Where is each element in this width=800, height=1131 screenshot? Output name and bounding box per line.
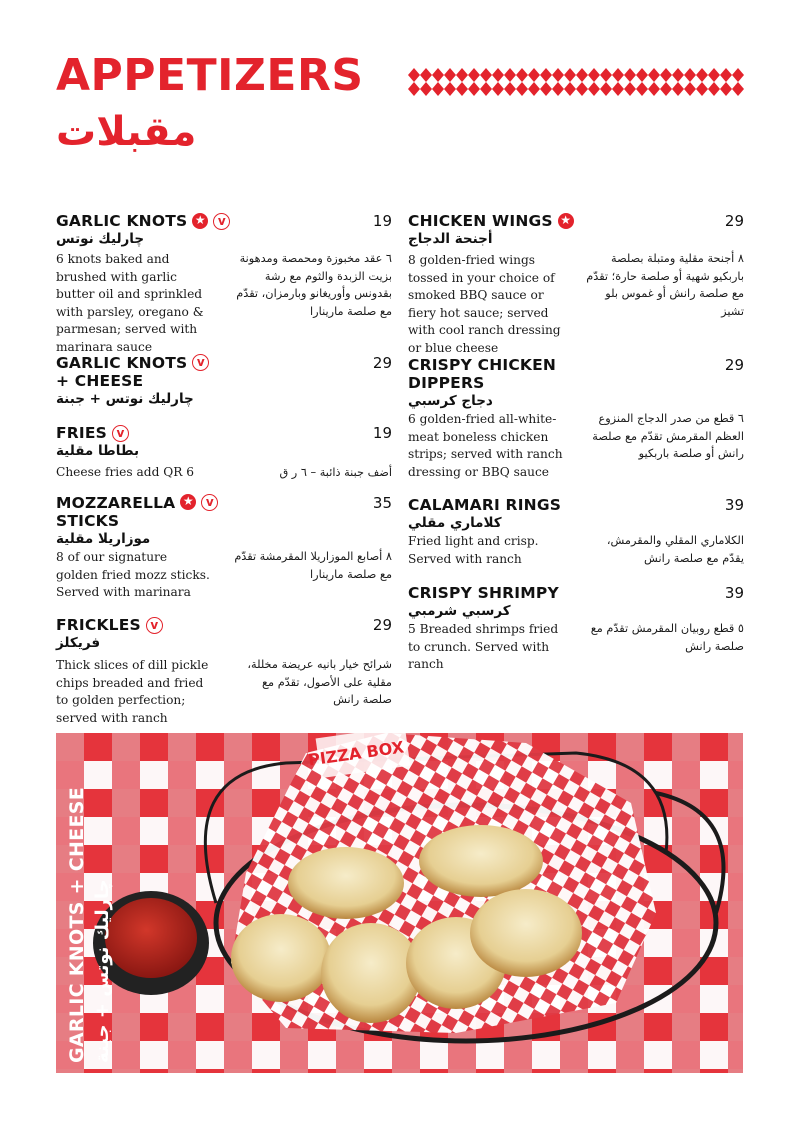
menu-item-frickles [56,616,392,732]
photo-illustration [56,733,743,1073]
item-description: 6 knots baked and brushed with garlic butter oil and sprinkled with parsley, oregano & parmesan; served with marinara sauce [56,252,204,354]
diamond-shape [588,82,600,96]
diamond-shape [456,82,468,96]
item-price: 29 [724,212,744,230]
menu-item-calamari-rings [408,496,744,572]
diamond-shape [612,68,624,82]
diamond-shape [552,82,564,96]
star-icon [180,494,196,510]
menu-item-crispy-chicken-dippers [408,356,744,486]
diamond-shape [600,68,612,82]
diamond-shape [456,68,468,82]
vegetarian-icon [213,213,230,230]
diamond-shape [672,82,684,96]
diamond-shape [540,68,552,82]
item-name-arabic: كرسبي شرمبي [408,603,511,619]
page-title: APPETIZERS [56,50,364,101]
diamond-shape [432,82,444,96]
item-name-arabic: أجنحة الدجاج [408,231,493,247]
menu-item-garlic-knots [56,212,392,354]
diamond-shape [648,82,660,96]
star-icon [558,213,574,229]
diamond-shape [516,82,528,96]
vegetarian-icon [201,494,218,511]
item-description: 5 Breaded shrimps fried to crunch. Served with ranch [408,622,559,671]
diamond-shape [684,68,696,82]
diamond-shape [588,68,600,82]
diamond-shape [408,68,420,82]
diamond-shape [564,82,576,96]
item-price: 19 [372,424,392,442]
diamond-shape [732,68,744,82]
item-name: GARLIC KNOTS [56,212,188,230]
item-description-arabic: ٦ قطع من صدر الدجاج المنزوع العظم المقرمش تقدّم مع صلصة رانش أو صلصة باربكيو [592,412,744,460]
page-title-arabic: مقبلات [56,109,197,155]
menu-item-fries [56,424,392,484]
diamond-shape [612,82,624,96]
item-name-arabic: چارليك نوتس [56,231,145,247]
diamond-shape [480,68,492,82]
diamond-shape [708,82,720,96]
diamond-shape [492,68,504,82]
item-price: 35 [372,494,392,512]
pizza-box-logo: PIZZA BOX [307,737,406,770]
item-name-arabic: فريكلز [56,635,101,651]
diamond-shape [444,68,456,82]
diamond-shape [720,68,732,82]
diamond-shape [696,82,708,96]
menu-item-garlic-knots-cheese [56,354,392,414]
menu-item-mozzarella-sticks [56,494,392,604]
diamond-shape [720,82,732,96]
diamond-shape [516,68,528,82]
item-name: FRIES [56,424,108,442]
diamond-shape [648,68,660,82]
diamond-shape [468,68,480,82]
photo-caption-arabic: چارليك نوتس + جبنة [92,879,113,1063]
item-description: 8 of our signature golden fried mozz sticks. Served with marinara [56,550,210,599]
diamond-shape [624,82,636,96]
diamond-shape [408,82,420,96]
diamond-shape [540,82,552,96]
diamond-shape [468,82,480,96]
vegetarian-icon [112,425,129,442]
item-description-arabic: ٨ أصابع الموزاريلا المقرمشة تقدّم مع صلصة مارينارا [234,550,392,581]
diamond-shape [420,68,432,82]
item-price: 39 [724,584,744,602]
item-description-arabic: أضف جبنة ذائبة – ٦ ر ق [279,466,392,479]
diamond-shape [420,82,432,96]
diamond-shape [660,68,672,82]
diamond-shape [672,68,684,82]
item-name-arabic: دجاج كرسبي [408,393,493,409]
diamond-shape [576,68,588,82]
diamond-shape [444,82,456,96]
item-price: 29 [372,616,392,634]
item-description-arabic: ٥ قطع روبيان المقرمش تقدّم مع صلصة رانش [590,622,744,653]
item-price: 29 [724,356,744,374]
diamond-shape [636,68,648,82]
item-description: 6 golden-fried all-white-meat boneless chicken strips; served with ranch dressing or BBQ sauce [408,412,563,479]
item-price: 39 [724,496,744,514]
item-name-arabic: موزاريلا مقلية [56,531,151,547]
diamond-shape [600,82,612,96]
menu-item-chicken-wings [408,212,744,355]
item-description: Fried light and crisp. Served with ranch [408,534,539,566]
item-name-arabic: كلاماري مقلي [408,515,502,531]
diamond-pattern-decoration [408,68,744,96]
menu-column-left [56,212,392,732]
diamond-shape [504,68,516,82]
diamond-shape [528,68,540,82]
diamond-shape [636,82,648,96]
item-name: CHICKEN WINGS [408,212,553,230]
diamond-shape [660,82,672,96]
item-description-arabic: الكلاماري المقلي والمقرمش، يقدّم مع صلصة رانش [606,534,744,565]
item-name: CALAMARI RINGS [408,496,562,514]
diamond-shape [624,68,636,82]
menu-item-crispy-shrimpy [408,584,744,671]
photo-caption-english: GARLIC KNOTS + CHEESE [66,786,88,1063]
diamond-shape [684,82,696,96]
item-name-arabic: بطاطا مقلية [56,443,140,459]
photo-caption [64,733,122,1063]
item-name: MOZZARELLA STICKS [56,494,176,530]
diamond-shape [492,82,504,96]
diamond-shape [504,82,516,96]
item-description-arabic: ٨ أجنحة مقلية ومتبلة بصلصة باربكيو شهية أو صلصة حارة؛ تقدّم مع صلصة رانش أو غموس بلو تشيز [586,252,744,318]
diamond-shape [732,82,744,96]
item-price: 19 [372,212,392,230]
diamond-shape [552,68,564,82]
diamond-shape [696,68,708,82]
item-name-arabic: چارليك نوتس + جبنة [56,391,194,407]
item-name: FRICKLES [56,616,141,634]
diamond-shape [480,82,492,96]
item-price: 29 [372,354,392,372]
item-description: Thick slices of dill pickle chips breaded and fried to golden perfection; served with ranch [56,658,209,725]
diamond-shape [432,68,444,82]
item-name: CRISPY SHRIMPY [408,584,559,602]
diamond-shape [576,82,588,96]
item-description-arabic: ٦ عقد مخبوزة ومحمصة ومدهونة بزيت الزبدة والثوم مع رشة بقدونس وأوريغانو وبارمزان، تقدّم مع صلصة مارينارا [236,252,392,318]
vegetarian-icon [192,354,209,371]
item-name: GARLIC KNOTS + CHEESE [56,354,188,390]
menu-column-right [408,212,744,671]
diamond-shape [564,68,576,82]
item-description: Cheese fries add QR 6 [56,465,195,479]
item-description-arabic: شرائح خيار بانيه عريضة مخللة، مقلية على الأصول، تقدّم مع صلصة رانش [247,658,392,706]
item-name: CRISPY CHICKEN DIPPERS [408,356,557,392]
star-icon [192,213,208,229]
diamond-shape [708,68,720,82]
diamond-shape [528,82,540,96]
vegetarian-icon [146,617,163,634]
item-description: 8 golden-fried wings tossed in your choice of smoked BBQ sauce or fiery hot sauce; served with cool ranch dressing or blue cheese [408,253,561,355]
food-photo-garlic-knots-cheese [56,733,743,1073]
